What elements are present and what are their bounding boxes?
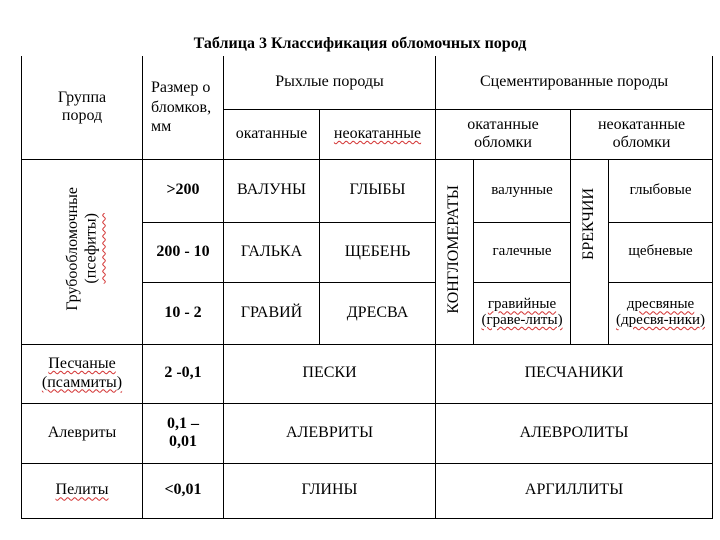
row-psammite (22, 344, 713, 403)
classification-table (21, 56, 713, 519)
coarse-row-1 (22, 159, 713, 222)
page-title: Таблица 3 Классификация обломочных пород (193, 35, 527, 52)
loose-rounded-cell: ВАЛУНЫ (224, 159, 320, 222)
cemented-rounded-cell: галечные (474, 222, 571, 282)
size-cell: 0,1 – 0,01 (143, 403, 224, 463)
loose-unrounded-cell: ГЛЫБЫ (320, 159, 436, 222)
header-group: Группа пород (22, 56, 143, 159)
row-pelite (22, 463, 713, 518)
breccias-cell: БРЕКЧИИ (571, 159, 609, 344)
header-unrounded-fragments: неокатанные обломки (571, 109, 713, 159)
size-cell: 10 - 2 (143, 282, 224, 344)
size-cell: 2 -0,1 (143, 344, 224, 403)
group-coarse: Грубообломочные (псефиты) (22, 159, 143, 344)
cemented-cell: АРГИЛЛИТЫ (436, 463, 713, 518)
group-cell: Песчаные (псаммиты) (22, 344, 143, 403)
header-loose: Рыхлые породы (224, 56, 436, 109)
cemented-unrounded-cell: глыбовые (609, 159, 713, 222)
header-row-1 (22, 56, 713, 109)
header-unrounded: неокатанные (320, 109, 436, 159)
loose-cell: ГЛИНЫ (224, 463, 436, 518)
group-cell: Алевриты (22, 403, 143, 463)
loose-cell: АЛЕВРИТЫ (224, 403, 436, 463)
size-cell: 200 - 10 (143, 222, 224, 282)
cemented-cell: АЛЕВРОЛИТЫ (436, 403, 713, 463)
loose-unrounded-cell: ДРЕСВА (320, 282, 436, 344)
cemented-cell: ПЕСЧАНИКИ (436, 344, 713, 403)
loose-unrounded-cell: ЩЕБЕНЬ (320, 222, 436, 282)
header-size: Размер обломков, мм (143, 56, 224, 159)
loose-cell: ПЕСКИ (224, 344, 436, 403)
size-cell: <0,01 (143, 463, 224, 518)
header-rounded: окатанные (224, 109, 320, 159)
header-cemented: Сцементированные породы (436, 56, 713, 109)
row-aleurite (22, 403, 713, 463)
group-cell: Пелиты (22, 463, 143, 518)
loose-rounded-cell: ГРАВИЙ (224, 282, 320, 344)
cemented-unrounded-cell: дресвяные (дресвя-ники) (609, 282, 713, 344)
cemented-rounded-cell: гравийные (граве-литы) (474, 282, 571, 344)
size-cell: >200 (143, 159, 224, 222)
loose-rounded-cell: ГАЛЬКА (224, 222, 320, 282)
cemented-rounded-cell: валунные (474, 159, 571, 222)
cemented-unrounded-cell: щебневые (609, 222, 713, 282)
header-rounded-fragments: окатанные обломки (436, 109, 571, 159)
conglomerates-cell: КОНГЛОМЕРАТЫ (436, 159, 474, 344)
